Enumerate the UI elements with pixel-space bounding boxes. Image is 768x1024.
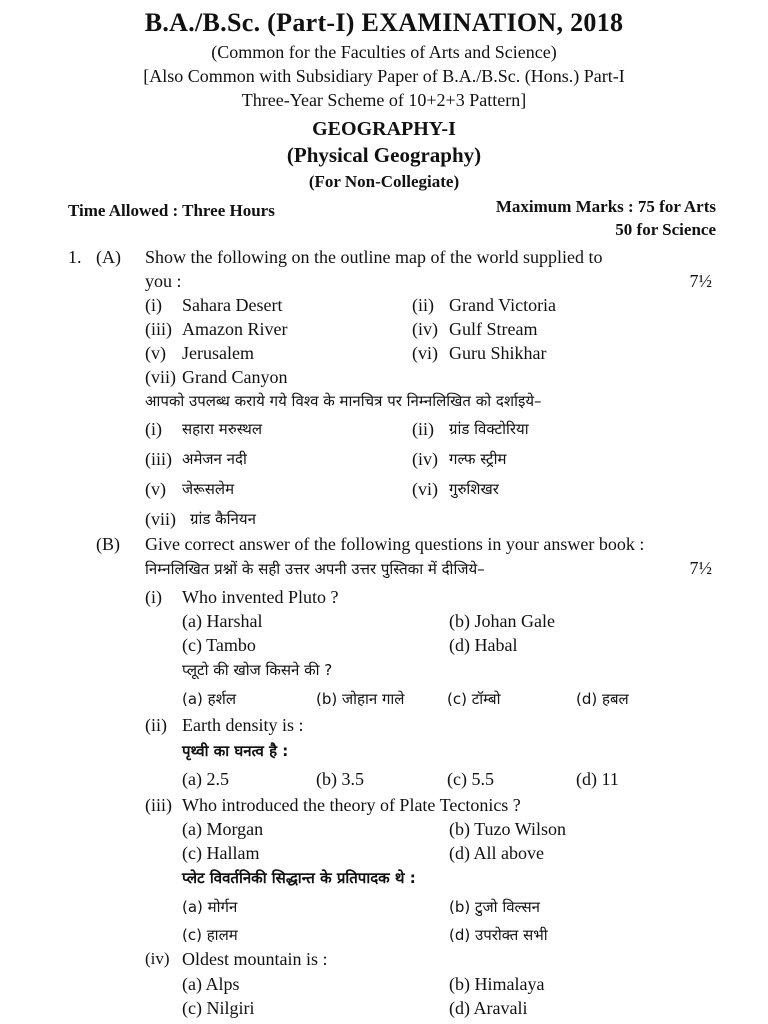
mcq-option-hindi: (a) हर्शल — [182, 690, 236, 708]
map-item-hindi: जेरूसलेम — [182, 480, 235, 498]
mcq-option: (a) Harshal — [182, 611, 263, 631]
maximum-marks: Maximum Marks : 75 for Arts — [495, 197, 716, 216]
paper-title: (Physical Geography) — [286, 143, 482, 167]
mcq-option: (c) Tambo — [182, 635, 256, 655]
map-item-num-hindi: (ii) — [412, 419, 434, 439]
mcq-option: (b) 3.5 — [316, 769, 364, 789]
mcq-question: Oldest mountain is : — [182, 949, 328, 969]
mcq-option: (d) All above — [449, 843, 544, 863]
mcq-question-hindi: प्लूटो की खोज किसने की ? — [182, 661, 333, 679]
map-item-num: (i) — [145, 295, 162, 315]
mcq-number: (iv) — [145, 949, 170, 968]
common-note-line3: Three-Year Scheme of 10+2+3 Pattern] — [241, 90, 527, 110]
mcq-option-hindi: (d) हबल — [576, 690, 629, 708]
mcq-option-hindi: (a) मोर्गन — [182, 898, 238, 916]
question-number: 1. — [68, 247, 82, 267]
map-item-hindi: ग्रांड विक्टोरिया — [449, 420, 529, 438]
time-allowed: Time Allowed : Three Hours — [68, 201, 275, 220]
map-item-num: (vii) — [145, 367, 176, 387]
map-item: Amazon River — [182, 319, 288, 339]
map-item-num: (iii) — [145, 319, 172, 339]
part-b-label: (B) — [96, 534, 120, 554]
mcq-option-hindi: (c) टॉम्बो — [447, 690, 501, 708]
map-item-num-hindi: (iii) — [145, 449, 172, 469]
map-item-num-hindi: (v) — [145, 479, 166, 499]
exam-title: B.A./B.Sc. (Part-I) EXAMINATION, 2018 — [144, 8, 624, 37]
map-item-num: (iv) — [412, 319, 438, 339]
map-item: Jerusalem — [182, 343, 254, 363]
part-a-instruction-hindi: आपको उपलब्ध कराये गये विश्व के मानचित्र पर निम्नलिखित को दर्शाइये– — [145, 392, 542, 410]
part-a-instruction-line1: Show the following on the outline map of the world supplied to — [145, 247, 603, 267]
mcq-option-hindi: (b) टुजो विल्सन — [449, 898, 540, 916]
map-item-hindi: ग्रांड कैनियन — [190, 510, 256, 528]
mcq-option: (d) Habal — [449, 635, 518, 655]
mcq-option-hindi: (c) हालम — [182, 926, 238, 944]
map-item-num: (ii) — [412, 295, 434, 315]
part-b-marks: 7½ — [689, 558, 712, 578]
mcq-option: (c) Nilgiri — [182, 998, 255, 1018]
map-item-num-hindi: (i) — [145, 419, 162, 439]
map-item-hindi: अमेजन नदी — [182, 450, 247, 468]
mcq-question: Who invented Pluto ? — [182, 587, 339, 607]
part-a-instruction-line2: you : — [145, 271, 182, 291]
part-b-instruction-hindi: निम्नलिखित प्रश्नों के सही उत्तर अपनी उत्तर पुस्तिका में दीजिये– — [145, 560, 485, 578]
mcq-number: (i) — [145, 587, 162, 607]
map-item-num-hindi: (iv) — [412, 449, 438, 469]
common-note-line2: [Also Common with Subsidiary Paper of B.A./B.Sc. (Hons.) Part-I — [143, 66, 625, 86]
mcq-option: (a) Alps — [182, 974, 240, 994]
mcq-option: (b) Tuzo Wilson — [449, 819, 566, 839]
map-item-num-hindi: (vi) — [412, 479, 438, 499]
map-item: Grand Victoria — [449, 295, 557, 315]
mcq-option: (a) 2.5 — [182, 769, 229, 789]
map-item: Guru Shikhar — [449, 343, 547, 363]
part-b-instruction: Give correct answer of the following questions in your answer book : — [145, 534, 645, 554]
map-item-hindi: गुरुशिखर — [449, 480, 499, 498]
mcq-option: (c) 5.5 — [447, 769, 494, 789]
mcq-question-hindi: प्लेट विवर्तनिकी सिद्धान्त के प्रतिपादक थे : — [182, 869, 416, 887]
mcq-option: (b) Johan Gale — [449, 611, 555, 631]
mcq-option: (c) Hallam — [182, 843, 260, 863]
candidate-mode: (For Non-Collegiate) — [308, 172, 460, 191]
map-item: Sahara Desert — [182, 295, 283, 315]
mcq-option: (b) Himalaya — [449, 974, 545, 994]
mcq-option: (d) 11 — [576, 769, 619, 789]
map-item-num-hindi: (vii) — [145, 509, 176, 529]
common-note-line1: (Common for the Faculties of Arts and Science) — [211, 42, 557, 62]
mcq-option-hindi: (b) जोहान गाले — [316, 690, 405, 708]
mcq-option: (a) Morgan — [182, 819, 264, 839]
part-a-marks: 7½ — [689, 271, 712, 291]
maximum-marks-science: 50 for Science — [615, 220, 716, 239]
map-item-hindi: गल्फ स्ट्रीम — [449, 450, 507, 468]
mcq-question-hindi: पृथ्वी का घनत्व है : — [182, 742, 289, 760]
mcq-number: (ii) — [145, 715, 167, 735]
mcq-option-hindi: (d) उपरोक्त सभी — [449, 926, 548, 944]
map-item-num: (vi) — [412, 343, 438, 363]
map-item-num: (v) — [145, 343, 166, 363]
map-item: Gulf Stream — [449, 319, 538, 339]
mcq-number: (iii) — [145, 795, 172, 815]
mcq-option: (d) Aravali — [449, 998, 528, 1018]
subject-title: GEOGRAPHY-I — [312, 118, 456, 140]
part-a-label: (A) — [96, 247, 121, 267]
map-item-hindi: सहारा मरुस्थल — [182, 420, 263, 438]
mcq-question: Earth density is : — [182, 715, 304, 735]
map-item: Grand Canyon — [182, 367, 288, 387]
mcq-question: Who introduced the theory of Plate Tectonics ? — [182, 795, 521, 815]
